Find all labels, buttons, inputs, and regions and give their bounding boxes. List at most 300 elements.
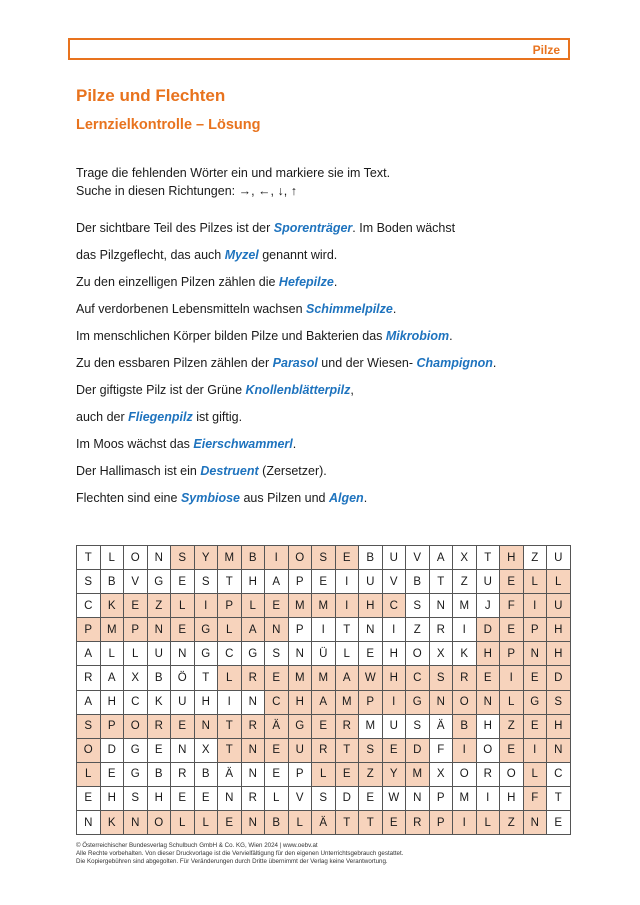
grid-cell: N bbox=[77, 811, 101, 835]
grid-cell: N bbox=[429, 690, 453, 714]
grid-cell: T bbox=[194, 666, 218, 690]
grid-cell: E bbox=[359, 642, 383, 666]
grid-cell: S bbox=[77, 714, 101, 738]
grid-cell: E bbox=[312, 714, 336, 738]
grid-cell: A bbox=[241, 618, 265, 642]
grid-cell: O bbox=[77, 738, 101, 762]
grid-cell: L bbox=[241, 594, 265, 618]
grid-cell: N bbox=[429, 594, 453, 618]
grid-cell: P bbox=[124, 618, 148, 642]
grid-cell: G bbox=[523, 690, 547, 714]
grid-cell: I bbox=[453, 618, 477, 642]
grid-cell: E bbox=[265, 594, 289, 618]
grid-cell: A bbox=[335, 666, 359, 690]
grid-cell: P bbox=[77, 618, 101, 642]
header-box bbox=[68, 38, 570, 60]
grid-cell: C bbox=[77, 594, 101, 618]
grid-cell: C bbox=[124, 690, 148, 714]
grid-cell: L bbox=[523, 762, 547, 786]
grid-cell: L bbox=[288, 811, 312, 835]
grid-cell: P bbox=[218, 594, 242, 618]
grid-cell: R bbox=[312, 738, 336, 762]
sentence bbox=[76, 464, 327, 478]
answer-word: Algen bbox=[328, 491, 364, 505]
grid-cell: X bbox=[453, 546, 477, 570]
grid-cell: X bbox=[124, 666, 148, 690]
grid-cell: E bbox=[194, 786, 218, 810]
grid-cell: N bbox=[194, 714, 218, 738]
sentence bbox=[76, 356, 496, 370]
grid-row bbox=[77, 690, 571, 714]
grid-cell: I bbox=[218, 690, 242, 714]
grid-cell: G bbox=[147, 570, 171, 594]
grid-cell: H bbox=[100, 786, 124, 810]
grid-row bbox=[77, 546, 571, 570]
grid-cell: H bbox=[547, 642, 571, 666]
grid-cell: W bbox=[382, 786, 406, 810]
grid-cell: M bbox=[288, 666, 312, 690]
answer-word: Eierschwammerl bbox=[193, 437, 293, 451]
sentence bbox=[76, 275, 337, 289]
grid-cell: M bbox=[288, 594, 312, 618]
grid-cell: M bbox=[406, 762, 430, 786]
grid-cell: M bbox=[335, 690, 359, 714]
grid-cell: I bbox=[453, 811, 477, 835]
grid-cell: H bbox=[147, 786, 171, 810]
grid-cell: N bbox=[241, 762, 265, 786]
grid-cell: P bbox=[429, 811, 453, 835]
grid-cell: I bbox=[312, 618, 336, 642]
grid-cell: M bbox=[312, 666, 336, 690]
grid-cell: O bbox=[147, 811, 171, 835]
grid-cell: N bbox=[241, 738, 265, 762]
grid-cell: N bbox=[218, 786, 242, 810]
grid-cell: M bbox=[100, 618, 124, 642]
sentence-text: genannt wird. bbox=[258, 248, 338, 262]
grid-row bbox=[77, 738, 571, 762]
grid-cell: H bbox=[382, 666, 406, 690]
grid-cell: U bbox=[547, 594, 571, 618]
grid-cell: N bbox=[124, 811, 148, 835]
grid-cell: I bbox=[523, 594, 547, 618]
grid-cell: L bbox=[265, 786, 289, 810]
grid-cell: H bbox=[547, 714, 571, 738]
grid-cell: G bbox=[194, 618, 218, 642]
grid-cell: N bbox=[523, 811, 547, 835]
instruction-1: Trage die fehlenden Wörter ein und markiere sie im Text. bbox=[76, 166, 391, 180]
grid-cell: C bbox=[547, 762, 571, 786]
footer-line: Die Kopiergebühren sind abgegolten. Für Veränderungen durch Dritte übernimmt der Verlag keine Verantwortung. bbox=[76, 858, 388, 865]
grid-cell: A bbox=[77, 642, 101, 666]
grid-cell: F bbox=[523, 786, 547, 810]
grid-cell: E bbox=[382, 811, 406, 835]
grid-cell: U bbox=[547, 546, 571, 570]
grid-cell: E bbox=[171, 570, 195, 594]
grid-cell: U bbox=[171, 690, 195, 714]
grid-cell: Z bbox=[406, 618, 430, 642]
grid-cell: C bbox=[218, 642, 242, 666]
grid-cell: N bbox=[147, 618, 171, 642]
grid-cell: D bbox=[476, 618, 500, 642]
grid-cell: V bbox=[382, 570, 406, 594]
grid-cell: R bbox=[77, 666, 101, 690]
grid-cell: N bbox=[265, 618, 289, 642]
grid-cell: H bbox=[476, 714, 500, 738]
grid-cell: L bbox=[100, 642, 124, 666]
grid-cell: N bbox=[359, 618, 383, 642]
sentence-text: Im menschlichen Körper bilden Pilze und Bakterien das bbox=[76, 329, 386, 343]
grid-cell: S bbox=[312, 546, 336, 570]
sentence-text: , bbox=[350, 383, 354, 397]
grid-cell: M bbox=[453, 594, 477, 618]
grid-cell: S bbox=[406, 714, 430, 738]
grid-cell: A bbox=[429, 546, 453, 570]
grid-cell: G bbox=[288, 714, 312, 738]
grid-cell: D bbox=[406, 738, 430, 762]
sentence bbox=[76, 437, 296, 451]
grid-cell: T bbox=[335, 738, 359, 762]
grid-cell: M bbox=[453, 786, 477, 810]
sentence-text: (Zersetzer). bbox=[258, 464, 327, 478]
sentence-text: Der giftigste Pilz ist der Grüne bbox=[76, 383, 246, 397]
grid-cell: T bbox=[218, 570, 242, 594]
grid-cell: Z bbox=[453, 570, 477, 594]
grid-cell: E bbox=[171, 714, 195, 738]
grid-cell: Ü bbox=[312, 642, 336, 666]
grid-cell: X bbox=[429, 642, 453, 666]
grid-cell: E bbox=[218, 811, 242, 835]
grid-cell: I bbox=[382, 618, 406, 642]
grid-cell: Z bbox=[500, 714, 524, 738]
grid-cell: A bbox=[77, 690, 101, 714]
grid-cell: H bbox=[500, 786, 524, 810]
grid-cell: N bbox=[476, 690, 500, 714]
grid-cell: N bbox=[171, 642, 195, 666]
grid-cell: B bbox=[147, 762, 171, 786]
grid-cell: I bbox=[453, 738, 477, 762]
grid-cell: D bbox=[100, 738, 124, 762]
grid-cell: A bbox=[265, 570, 289, 594]
answer-word: Champignon bbox=[416, 356, 493, 370]
answer-word: Schimmelpilze bbox=[306, 302, 393, 316]
grid-cell: O bbox=[288, 546, 312, 570]
grid-cell: P bbox=[100, 714, 124, 738]
sentence-text: . bbox=[449, 329, 453, 343]
grid-cell: K bbox=[100, 594, 124, 618]
grid-cell: B bbox=[359, 546, 383, 570]
grid-row bbox=[77, 642, 571, 666]
grid-row bbox=[77, 666, 571, 690]
sentence-text: Zu den essbaren Pilzen zählen der bbox=[76, 356, 273, 370]
answer-word: Symbiose bbox=[180, 491, 240, 505]
grid-cell: C bbox=[265, 690, 289, 714]
grid-cell: H bbox=[476, 642, 500, 666]
grid-cell: B bbox=[194, 762, 218, 786]
grid-cell: E bbox=[359, 786, 383, 810]
grid-cell: O bbox=[453, 690, 477, 714]
grid-cell: L bbox=[312, 762, 336, 786]
footer bbox=[76, 842, 403, 866]
sentence bbox=[76, 248, 337, 262]
grid-cell: S bbox=[359, 738, 383, 762]
grid-cell: P bbox=[500, 642, 524, 666]
sentence bbox=[76, 491, 367, 505]
grid-cell: R bbox=[429, 618, 453, 642]
grid-cell: N bbox=[523, 642, 547, 666]
grid-cell: O bbox=[476, 738, 500, 762]
grid-cell: E bbox=[335, 762, 359, 786]
answer-word: Parasol bbox=[272, 356, 318, 370]
grid-cell: E bbox=[335, 546, 359, 570]
sentence-text: Auf verdorbenen Lebensmitteln wachsen bbox=[76, 302, 307, 316]
grid-cell: B bbox=[241, 546, 265, 570]
grid-cell: H bbox=[100, 690, 124, 714]
sentence bbox=[76, 410, 242, 424]
grid-cell: Ä bbox=[429, 714, 453, 738]
grid-cell: R bbox=[241, 714, 265, 738]
grid-row bbox=[77, 594, 571, 618]
grid-cell: E bbox=[476, 666, 500, 690]
grid-cell: S bbox=[429, 666, 453, 690]
grid-cell: E bbox=[500, 738, 524, 762]
grid-cell: I bbox=[523, 738, 547, 762]
grid-cell: P bbox=[288, 762, 312, 786]
grid-cell: Y bbox=[382, 762, 406, 786]
answer-word: Myzel bbox=[224, 248, 259, 262]
grid-cell: B bbox=[406, 570, 430, 594]
grid-cell: Z bbox=[500, 811, 524, 835]
grid-cell: E bbox=[171, 786, 195, 810]
grid-cell: C bbox=[406, 666, 430, 690]
sentence-text: aus Pilzen und bbox=[240, 491, 329, 505]
grid-cell: E bbox=[171, 618, 195, 642]
grid-cell: T bbox=[77, 546, 101, 570]
grid-cell: N bbox=[171, 738, 195, 762]
sentence-text: . bbox=[363, 491, 368, 505]
grid-row bbox=[77, 762, 571, 786]
sentence-text: Der Hallimasch ist ein bbox=[76, 464, 201, 478]
sentence-text: Zu den einzelligen Pilzen zählen die bbox=[76, 275, 279, 289]
grid-cell: L bbox=[194, 811, 218, 835]
grid-cell: D bbox=[335, 786, 359, 810]
grid-cell: T bbox=[547, 786, 571, 810]
header-label: Pilze bbox=[532, 43, 560, 57]
footer-line: © Österreichischer Bundesverlag Schulbuch GmbH & Co. KG, Wien 2024 | www.oebv.at bbox=[76, 842, 318, 849]
grid-cell: R bbox=[171, 762, 195, 786]
grid-cell: M bbox=[312, 594, 336, 618]
grid-cell: R bbox=[335, 714, 359, 738]
grid-cell: H bbox=[382, 642, 406, 666]
grid-cell: L bbox=[218, 666, 242, 690]
grid-cell: E bbox=[265, 762, 289, 786]
grid-cell: S bbox=[406, 594, 430, 618]
sentence-text: das Pilzgeflecht, das auch bbox=[76, 248, 225, 262]
grid-cell: N bbox=[547, 738, 571, 762]
grid-cell: T bbox=[335, 618, 359, 642]
grid-cell: H bbox=[288, 690, 312, 714]
grid-cell: P bbox=[288, 570, 312, 594]
grid-cell: D bbox=[547, 666, 571, 690]
grid-cell: V bbox=[406, 546, 430, 570]
grid-cell: Y bbox=[194, 546, 218, 570]
grid-cell: E bbox=[100, 762, 124, 786]
grid-cell: H bbox=[500, 546, 524, 570]
grid-cell: N bbox=[147, 546, 171, 570]
grid-cell: K bbox=[453, 642, 477, 666]
grid-cell: S bbox=[171, 546, 195, 570]
page-subtitle: Lernzielkontrolle – Lösung bbox=[76, 117, 261, 133]
grid-cell: Ä bbox=[265, 714, 289, 738]
answer-word: Mikrobiom bbox=[385, 329, 450, 343]
grid-cell: Z bbox=[147, 594, 171, 618]
grid-cell: S bbox=[77, 570, 101, 594]
grid-cell: I bbox=[382, 690, 406, 714]
grid-cell: E bbox=[265, 738, 289, 762]
sentence-text: . bbox=[492, 356, 497, 370]
answer-word: Hefepilze bbox=[278, 275, 334, 289]
grid-cell: H bbox=[194, 690, 218, 714]
grid-cell: R bbox=[406, 811, 430, 835]
grid-cell: O bbox=[124, 714, 148, 738]
grid-row bbox=[77, 570, 571, 594]
grid-cell: P bbox=[429, 786, 453, 810]
grid-cell: L bbox=[547, 570, 571, 594]
grid-cell: E bbox=[77, 786, 101, 810]
grid-cell: T bbox=[476, 546, 500, 570]
sentence bbox=[76, 302, 396, 316]
grid-cell: P bbox=[288, 618, 312, 642]
answer-word: Knollenblätterpilz bbox=[245, 383, 351, 397]
grid-cell: N bbox=[241, 811, 265, 835]
grid-cell: S bbox=[124, 786, 148, 810]
footer-line: Alle Rechte vorbehalten. Von dieser Druckvorlage ist die Vervielfältigung für den eigenen Unterrichtsgebrauch gestattet. bbox=[76, 850, 404, 857]
grid-cell: T bbox=[218, 738, 242, 762]
grid-cell: A bbox=[312, 690, 336, 714]
sentence-text: . bbox=[392, 302, 397, 316]
grid-cell: P bbox=[359, 690, 383, 714]
grid-cell: K bbox=[100, 811, 124, 835]
grid-cell: L bbox=[523, 570, 547, 594]
grid-cell: L bbox=[335, 642, 359, 666]
grid-cell: U bbox=[288, 738, 312, 762]
sentence bbox=[76, 221, 455, 235]
grid-cell: U bbox=[382, 546, 406, 570]
grid-cell: H bbox=[547, 618, 571, 642]
answer-word: Fliegenpilz bbox=[128, 410, 193, 424]
grid-cell: Ö bbox=[171, 666, 195, 690]
grid-cell: S bbox=[312, 786, 336, 810]
grid-cell: O bbox=[500, 762, 524, 786]
grid-cell: A bbox=[100, 666, 124, 690]
grid-cell: V bbox=[124, 570, 148, 594]
grid-cell: L bbox=[171, 594, 195, 618]
grid-cell: E bbox=[547, 811, 571, 835]
sentence-text: Im Moos wächst das bbox=[76, 437, 194, 451]
grid-cell: U bbox=[382, 714, 406, 738]
sentence bbox=[76, 383, 354, 397]
grid-cell: J bbox=[476, 594, 500, 618]
grid-cell: M bbox=[359, 714, 383, 738]
grid-cell: E bbox=[523, 714, 547, 738]
grid-cell: L bbox=[77, 762, 101, 786]
grid-cell: E bbox=[312, 570, 336, 594]
grid-cell: B bbox=[147, 666, 171, 690]
grid-cell: T bbox=[359, 811, 383, 835]
grid-cell: S bbox=[194, 570, 218, 594]
grid-cell: E bbox=[265, 666, 289, 690]
grid-cell: G bbox=[124, 762, 148, 786]
grid-cell: Ä bbox=[312, 811, 336, 835]
grid-cell: U bbox=[476, 570, 500, 594]
sentence-text: ist giftig. bbox=[192, 410, 243, 424]
grid-cell: B bbox=[265, 811, 289, 835]
grid-cell: N bbox=[288, 642, 312, 666]
grid-cell: I bbox=[194, 594, 218, 618]
sentence-text: auch der bbox=[76, 410, 129, 424]
sentence bbox=[76, 329, 453, 343]
grid-cell: I bbox=[500, 666, 524, 690]
grid-cell: Z bbox=[359, 762, 383, 786]
grid-cell: Ä bbox=[218, 762, 242, 786]
grid-cell: L bbox=[124, 642, 148, 666]
grid-cell: N bbox=[406, 786, 430, 810]
answer-word: Destruent bbox=[200, 464, 259, 478]
grid-cell: E bbox=[500, 570, 524, 594]
grid-cell: F bbox=[429, 738, 453, 762]
answer-word: Sporenträger bbox=[273, 221, 353, 235]
grid-cell: R bbox=[241, 786, 265, 810]
grid-cell: R bbox=[241, 666, 265, 690]
sentence-text: und der Wiesen- bbox=[317, 356, 417, 370]
grid-cell: U bbox=[359, 570, 383, 594]
sentence-text: . bbox=[292, 437, 297, 451]
grid-cell: V bbox=[288, 786, 312, 810]
grid-cell: R bbox=[453, 666, 477, 690]
grid-cell: O bbox=[453, 762, 477, 786]
grid-cell: R bbox=[147, 714, 171, 738]
grid-cell: L bbox=[218, 618, 242, 642]
grid-cell: S bbox=[265, 642, 289, 666]
grid-cell: T bbox=[218, 714, 242, 738]
grid-cell: F bbox=[500, 594, 524, 618]
grid-cell: E bbox=[523, 666, 547, 690]
grid-cell: T bbox=[335, 811, 359, 835]
grid-cell: W bbox=[359, 666, 383, 690]
grid-cell: T bbox=[429, 570, 453, 594]
sentence-text: Flechten sind eine bbox=[76, 491, 181, 505]
grid-cell: E bbox=[500, 618, 524, 642]
grid-cell: Z bbox=[523, 546, 547, 570]
grid-row bbox=[77, 811, 571, 835]
grid-row bbox=[77, 618, 571, 642]
grid-cell: B bbox=[100, 570, 124, 594]
grid-cell: H bbox=[359, 594, 383, 618]
grid-cell: P bbox=[523, 618, 547, 642]
grid-row bbox=[77, 786, 571, 810]
sentence-text: . bbox=[333, 275, 338, 289]
grid-cell: U bbox=[147, 642, 171, 666]
grid-cell: L bbox=[476, 811, 500, 835]
grid-cell: I bbox=[335, 594, 359, 618]
grid-cell: R bbox=[476, 762, 500, 786]
grid-cell: X bbox=[429, 762, 453, 786]
grid-row bbox=[77, 714, 571, 738]
grid-cell: O bbox=[124, 546, 148, 570]
grid-cell: O bbox=[406, 642, 430, 666]
grid-cell: I bbox=[476, 786, 500, 810]
grid-cell: E bbox=[382, 738, 406, 762]
grid-cell: I bbox=[335, 570, 359, 594]
